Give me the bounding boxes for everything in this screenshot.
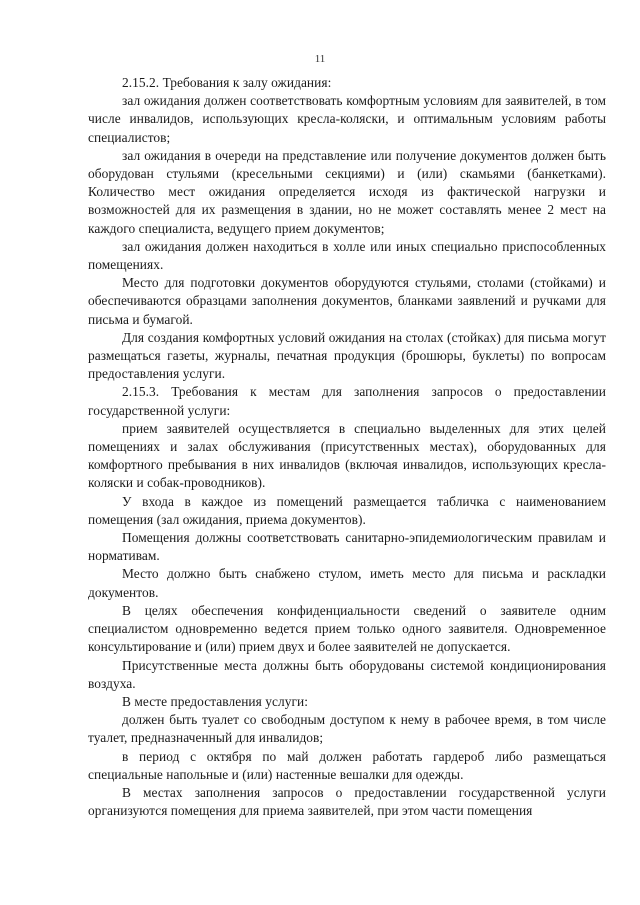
- paragraph-wardrobe: в период с октября по май должен работать гардероб либо размещаться специальные напольные и (или) настенные вешалки для одежды.: [88, 748, 606, 782]
- paragraph-waiting-hall-location: зал ожидания должен находиться в холле или иных специально приспособленных помещениях.: [88, 238, 606, 273]
- paragraph-confidentiality: В целях обеспечения конфиденциальности сведений о заявителе одним специалистом одновременно ведется прием только одного заявителя. Одновременное консультирование и (или) прием двух и более заявителей не допускается.: [88, 602, 606, 655]
- paragraph-2-15-2-heading: 2.15.2. Требования к залу ожидания:: [122, 75, 332, 90]
- paragraph-document-preparation-place: Место для подготовки документов оборудуются стульями, столами (стойками) и обеспечиваются образцами заполнения документов, бланками заявлений и ручками для письма и бумагой.: [88, 275, 606, 327]
- paragraph-entrance-sign: У входа в каждое из помещений размещается табличка с наименованием помещения (зал ожидания, приема документов).: [88, 493, 606, 527]
- paragraph-request-rooms: В местах заполнения запросов о предоставлении государственной услуги организуются помещения для приема заявителей, при этом части помещения: [88, 784, 606, 819]
- paragraph-waiting-hall-comfort: зал ожидания должен соответствовать комфортным условиям для заявителей, в том числе инвалидов, использующих кресла-коляски, и оптимальным условиям работы специалистов;: [88, 93, 606, 145]
- document-body: [88, 74, 606, 820]
- paragraph-2-15-3-heading: 2.15.3. Требования к местам для заполнения запросов о предоставлении государственной услуги:: [88, 384, 606, 418]
- paragraph-sanitary-rules: Помещения должны соответствовать санитарно-эпидемиологическим правилам и нормативам.: [88, 530, 606, 564]
- paragraph-service-place: В месте предоставления услуги:: [122, 693, 308, 709]
- paragraph-chair-and-desk: Место должно быть снабжено стулом, иметь место для письма и раскладки документов.: [88, 566, 606, 600]
- page-number: 11: [314, 53, 326, 65]
- paragraph-air-conditioning: Присутственные места должны быть оборудованы системой кондиционирования воздуха.: [88, 657, 606, 691]
- paragraph-toilet: должен быть туалет со свободным доступом к нему в рабочее время, в том числе туалет, предназначенный для инвалидов;: [88, 712, 606, 746]
- paragraph-printed-materials: Для создания комфортных условий ожидания на столах (стойках) для письма могут размещаться газеты, журналы, печатная продукция (брошюры, буклеты) по вопросам предоставления услуги.: [88, 329, 606, 382]
- paragraph-applicant-reception: прием заявителей осуществляется в специально выделенных для этих целей помещениях и залах обслуживания (присутственных местах), оборудованных для комфортного пребывания в них инвалидов (включая инвалидов, использующих кресла-коляски и собак-проводников).: [88, 420, 606, 491]
- paragraph-waiting-hall-seating: зал ожидания в очереди на представление или получение документов должен быть оборудован стульями (кресельными секциями) и (или) скамьями (банкетками). Количество мест ожидания определяется исходя из фактической нагрузки и возможностей для их размещения в здании, но не может составлять менее 2 мест на каждого специалиста, ведущего прием документов;: [88, 147, 606, 236]
